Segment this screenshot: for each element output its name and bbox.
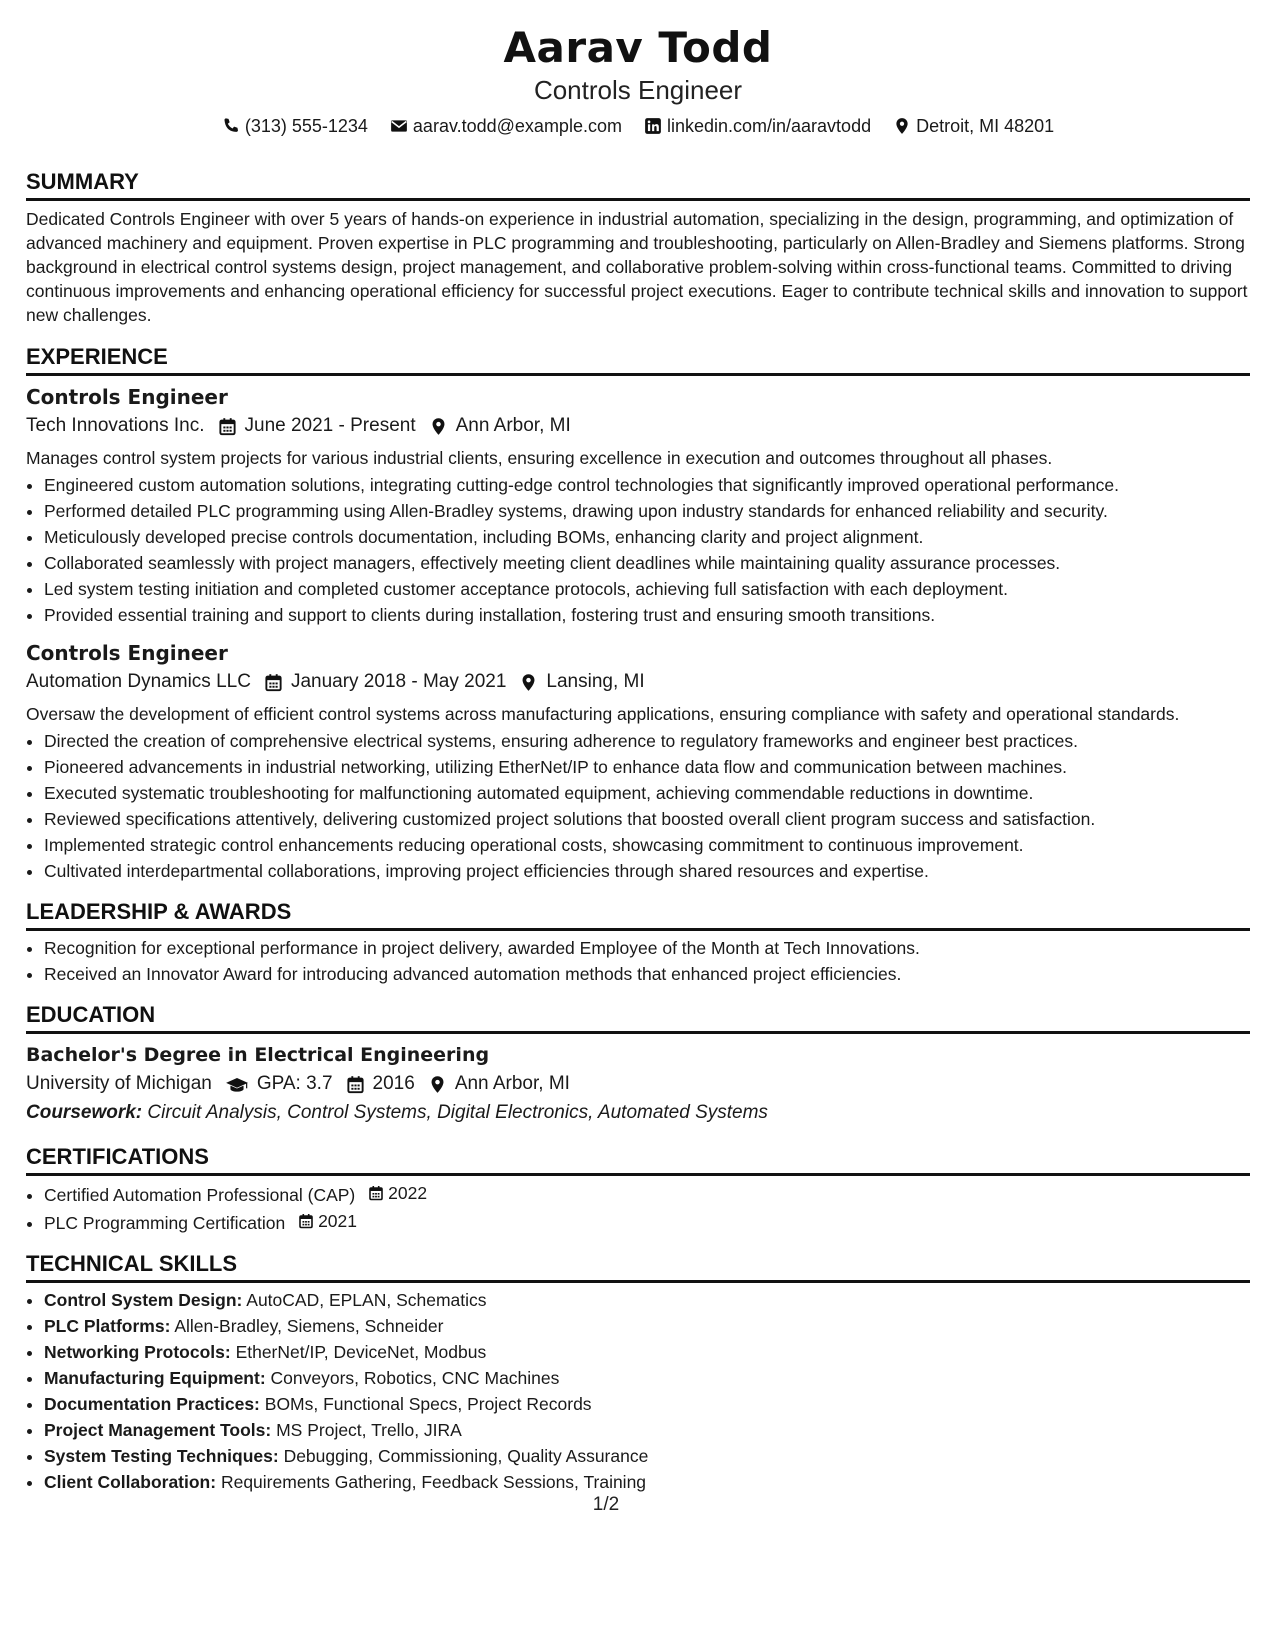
certification-year: 2022 bbox=[388, 1183, 428, 1203]
list-item: • Cultivated interdepartmental collaborations, improving project efficiencies through shared resources and expertise. bbox=[44, 858, 1250, 884]
skill-values: Debugging, Commissioning, Quality Assurance bbox=[283, 1446, 649, 1466]
coursework-label: Coursework: bbox=[26, 1102, 143, 1123]
skill-values: Allen-Bradley, Siemens, Schneider bbox=[174, 1316, 444, 1336]
date-range: June 2021 - Present bbox=[244, 415, 416, 436]
calendar-icon bbox=[368, 1185, 384, 1201]
skill-values: EtherNet/IP, DeviceNet, Modbus bbox=[235, 1342, 487, 1362]
graduation-cap-icon bbox=[225, 1075, 249, 1094]
job-entry bbox=[26, 384, 1250, 628]
graduation-year: 2016 bbox=[372, 1073, 415, 1094]
award-list bbox=[26, 935, 1250, 987]
list-item: • Reviewed specifications attentively, delivering customized project solutions that boosted overall client program success and satisfaction. bbox=[44, 806, 1250, 832]
candidate-name: Aarav Todd bbox=[503, 23, 773, 72]
page-number: 1/2 bbox=[592, 1494, 620, 1515]
skill-values: Conveyors, Robotics, CNC Machines bbox=[270, 1368, 560, 1388]
certification-date bbox=[368, 1180, 427, 1206]
location-text: Ann Arbor, MI bbox=[454, 1073, 570, 1094]
calendar-icon bbox=[298, 1213, 314, 1229]
list-item: • Executed systematic troubleshooting for malfunctioning automated equipment, achieving commendable reductions in downtime. bbox=[44, 780, 1250, 806]
map-pin-icon bbox=[893, 117, 911, 135]
list-item: • Pioneered advancements in industrial networking, utilizing EtherNet/IP to enhance data flow and communication between machines. bbox=[44, 754, 1250, 780]
school-name: University of Michigan bbox=[26, 1073, 212, 1094]
job-meta bbox=[26, 668, 1250, 696]
skill-values: Requirements Gathering, Feedback Sessions, Training bbox=[220, 1472, 647, 1492]
contact-location bbox=[893, 114, 1054, 138]
list-item bbox=[44, 1443, 1250, 1469]
phone-number: (313) 555-1234 bbox=[244, 116, 368, 136]
list-item bbox=[44, 1339, 1250, 1365]
certification-date bbox=[298, 1208, 357, 1234]
skill-category: Networking Protocols: bbox=[44, 1342, 231, 1362]
job-location bbox=[519, 668, 644, 696]
education-gpa bbox=[225, 1070, 333, 1098]
section-heading: SUMMARY bbox=[26, 168, 1250, 201]
job-description: Manages control system projects for various industrial clients, ensuring excellence in execution and outcomes throughout all phases. bbox=[26, 448, 1053, 468]
list-item: • Performed detailed PLC programming using Allen-Bradley systems, drawing upon industry standards for enhanced reliability and security. bbox=[44, 498, 1250, 524]
job-meta bbox=[26, 412, 1250, 440]
skill-category: Documentation Practices: bbox=[44, 1394, 260, 1414]
experience-section bbox=[26, 343, 1250, 884]
degree-title: Bachelor's Degree in Electrical Engineering bbox=[26, 1044, 490, 1066]
certification-name: PLC Programming Certification bbox=[44, 1213, 286, 1233]
contact-bar bbox=[26, 114, 1250, 138]
job-title: Controls Engineer bbox=[26, 641, 228, 665]
skill-category: PLC Platforms: bbox=[44, 1316, 171, 1336]
job-entry bbox=[26, 640, 1250, 884]
linkedin-icon bbox=[644, 117, 662, 135]
job-description: Oversaw the development of efficient control systems across manufacturing applications, ensuring compliance with safety and operational standards. bbox=[26, 704, 1180, 724]
skill-values: MS Project, Trello, JIRA bbox=[276, 1420, 462, 1440]
skill-values: BOMs, Functional Specs, Project Records bbox=[264, 1394, 592, 1414]
company-name: Tech Innovations Inc. bbox=[26, 415, 205, 436]
list-item: • Received an Innovator Award for introducing advanced automation methods that enhanced project efficiencies. bbox=[44, 961, 1250, 987]
list-item: • Recognition for exceptional performance in project delivery, awarded Employee of the Month at Tech Innovations. bbox=[44, 935, 1250, 961]
education-meta bbox=[26, 1070, 1250, 1098]
education-section bbox=[26, 1001, 1250, 1127]
list-item bbox=[44, 1365, 1250, 1391]
job-title: Controls Engineer bbox=[26, 385, 228, 409]
list-item: • Directed the creation of comprehensive electrical systems, ensuring adherence to regulatory frameworks and engineer best practices. bbox=[44, 728, 1250, 754]
map-pin-icon bbox=[428, 1075, 447, 1094]
job-dates bbox=[264, 668, 506, 696]
job-bullets bbox=[26, 728, 1250, 884]
certification-year: 2021 bbox=[318, 1211, 358, 1231]
list-item bbox=[44, 1208, 1250, 1236]
contact-phone bbox=[222, 114, 368, 138]
job-dates bbox=[218, 412, 416, 440]
leadership-section bbox=[26, 898, 1250, 987]
coursework-list: Circuit Analysis, Control Systems, Digital Electronics, Automated Systems bbox=[147, 1102, 768, 1123]
list-item: • Collaborated seamlessly with project managers, effectively meeting client deadlines while maintaining quality assurance processes. bbox=[44, 550, 1250, 576]
job-location bbox=[429, 412, 571, 440]
list-item: • Provided essential training and support to clients during installation, fostering trust and ensuring smooth transitions. bbox=[44, 602, 1250, 628]
section-heading: CERTIFICATIONS bbox=[26, 1143, 1250, 1176]
section-heading: TECHNICAL SKILLS bbox=[26, 1250, 1250, 1283]
list-item: • Implemented strategic control enhancements reducing operational costs, showcasing commitment to continuous improvement. bbox=[44, 832, 1250, 858]
list-item bbox=[44, 1391, 1250, 1417]
section-heading: EDUCATION bbox=[26, 1001, 1250, 1034]
skill-category: Client Collaboration: bbox=[44, 1472, 217, 1492]
skill-values: AutoCAD, EPLAN, Schematics bbox=[246, 1290, 487, 1310]
contact-linkedin[interactable] bbox=[644, 114, 871, 138]
map-pin-icon bbox=[519, 673, 538, 692]
list-item: • Led system testing initiation and completed customer acceptance protocols, achieving full satisfaction with each deployment. bbox=[44, 576, 1250, 602]
resume-header bbox=[26, 22, 1250, 138]
list-item bbox=[44, 1313, 1250, 1339]
candidate-title: Controls Engineer bbox=[533, 75, 743, 105]
map-pin-icon bbox=[429, 417, 448, 436]
location-text: Detroit, MI 48201 bbox=[916, 116, 1055, 136]
certification-list bbox=[26, 1180, 1250, 1236]
gpa-value: GPA: 3.7 bbox=[256, 1073, 333, 1094]
certifications-section bbox=[26, 1143, 1250, 1236]
list-item bbox=[44, 1417, 1250, 1443]
calendar-icon bbox=[264, 673, 283, 692]
list-item bbox=[44, 1180, 1250, 1208]
list-item bbox=[44, 1287, 1250, 1313]
skill-category: Manufacturing Equipment: bbox=[44, 1368, 266, 1388]
section-heading: EXPERIENCE bbox=[26, 343, 1250, 376]
calendar-icon bbox=[218, 417, 237, 436]
email-address[interactable]: aarav.todd@example.com bbox=[412, 116, 622, 136]
list-item bbox=[44, 1469, 1250, 1495]
summary-text: Dedicated Controls Engineer with over 5 years of hands-on experience in industrial automation, specializing in the design, programming, and optimization of advanced machinery and equipment. Proven expertise in PLC programming and troubleshooting, particularly on Allen-Bradley and Siemens platforms. Strong background in electrical control systems design, project management, and collaborative problem-solving within cross-functional teams. Committed to driving continuous improvements and enhancing operational efficiency for successful project executions. Eager to contribute technical skills and innovation to support new challenges. bbox=[26, 209, 1248, 325]
certification-name: Certified Automation Professional (CAP) bbox=[44, 1185, 356, 1205]
resume-page bbox=[26, 22, 1250, 1495]
education-location bbox=[428, 1070, 570, 1098]
contact-email[interactable] bbox=[390, 114, 622, 138]
summary-section bbox=[26, 168, 1250, 327]
date-range: January 2018 - May 2021 bbox=[290, 671, 507, 692]
location-text: Ann Arbor, MI bbox=[455, 415, 571, 436]
job-bullets bbox=[26, 472, 1250, 628]
company-name: Automation Dynamics LLC bbox=[26, 671, 251, 692]
envelope-icon bbox=[390, 117, 408, 135]
list-item: • Meticulously developed precise controls documentation, including BOMs, enhancing clarity and project alignment. bbox=[44, 524, 1250, 550]
linkedin-url[interactable]: linkedin.com/in/aaravtodd bbox=[666, 116, 872, 136]
section-heading: LEADERSHIP & AWARDS bbox=[26, 898, 1250, 931]
location-text: Lansing, MI bbox=[546, 671, 645, 692]
list-item: • Engineered custom automation solutions, integrating cutting-edge control technologies that significantly improved operational performance. bbox=[44, 472, 1250, 498]
skill-category: System Testing Techniques: bbox=[44, 1446, 279, 1466]
skill-category: Project Management Tools: bbox=[44, 1420, 272, 1440]
skills-section bbox=[26, 1250, 1250, 1495]
phone-icon bbox=[222, 117, 240, 135]
calendar-icon bbox=[346, 1075, 365, 1094]
skills-list bbox=[26, 1287, 1250, 1495]
skill-category: Control System Design: bbox=[44, 1290, 243, 1310]
coursework bbox=[26, 1099, 1250, 1127]
education-year bbox=[346, 1070, 415, 1098]
